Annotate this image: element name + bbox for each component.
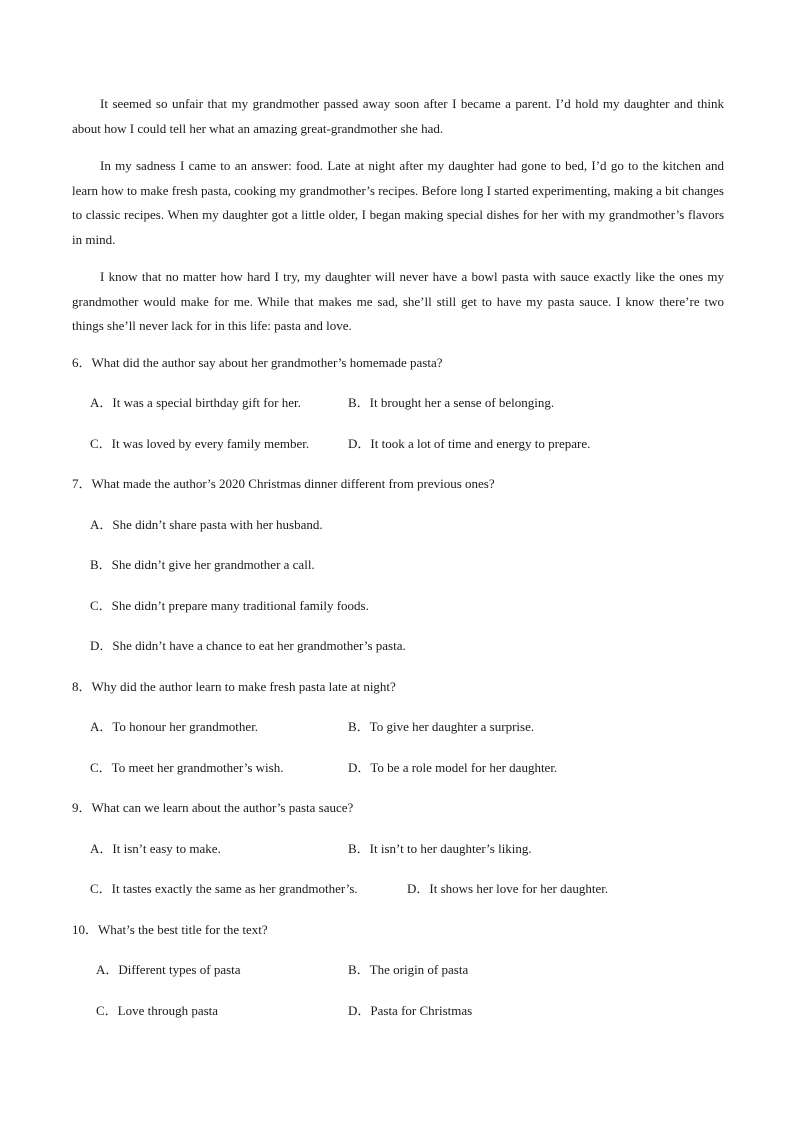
question-10 — [72, 920, 724, 1021]
question-6-options-row-2 — [72, 434, 724, 454]
question-10-options-row-1 — [72, 960, 724, 980]
passage-paragraph-2: In my sadness I came to an answer: food. Late at night after my daughter had gone to bed, I’d go to the kitchen and learn how to make fresh pasta, cooking my grandmother’s recipes. Before long I started experimenting, making a bit changes to classic recipes. When my daughter got a little older, I began making special dishes for her with my grandmother’s flavors in mind. — [72, 158, 724, 247]
question-7 — [72, 474, 724, 656]
question-7-option-b[interactable]: B．She didn’t give her grandmother a call. — [90, 557, 315, 572]
question-10-option-d[interactable]: D．Pasta for Christmas — [348, 1002, 473, 1018]
question-7-options-row-2 — [72, 555, 724, 575]
passage-paragraph-3: I know that no matter how hard I try, my daughter will never have a bowl pasta with sauce exactly like the ones my grandmother would make for me. While that makes me sad, she’ll still get to have my pasta sauce. I know there’re two things she’ll never lack for in this life: pasta and love. — [72, 269, 724, 333]
question-9-option-b[interactable]: B．It isn’t to her daughter’s liking. — [348, 840, 532, 856]
question-8-stem: 8．Why did the author learn to make fresh pasta late at night? — [72, 678, 396, 694]
question-9-options-row-1 — [72, 839, 724, 859]
question-7-options-row-3 — [72, 596, 724, 616]
question-7-options-row-4 — [72, 636, 724, 656]
question-8-option-d[interactable]: D．To be a role model for her daughter. — [348, 759, 558, 775]
question-8-options-row-1 — [72, 717, 724, 737]
question-10-option-c[interactable]: C．Love through pasta — [96, 1002, 219, 1018]
question-8-option-c[interactable]: C．To meet her grandmother’s wish. — [90, 759, 284, 775]
question-7-option-d[interactable]: D．She didn’t have a chance to eat her grandmother’s pasta. — [90, 638, 406, 653]
question-9-stem: 9．What can we learn about the author’s pasta sauce? — [72, 800, 354, 815]
question-6-option-d[interactable]: D．It took a lot of time and energy to prepare. — [348, 435, 591, 451]
question-8-option-a[interactable]: A．To honour her grandmother. — [90, 719, 259, 734]
question-8-option-b[interactable]: B．To give her daughter a surprise. — [348, 719, 535, 734]
question-6-option-a[interactable]: A．It was a special birthday gift for her. — [90, 395, 301, 410]
question-6-stem: 6．What did the author say about her grandmother’s homemade pasta? — [72, 354, 443, 370]
question-10-option-b[interactable]: B．The origin of pasta — [348, 962, 469, 977]
question-9-option-d[interactable]: D．It shows her love for her daughter. — [407, 881, 609, 896]
question-6 — [72, 353, 724, 454]
question-9-options-row-2 — [72, 879, 724, 899]
question-7-stem: 7．What made the author’s 2020 Christmas dinner different from previous ones? — [72, 476, 495, 491]
document-page — [72, 92, 724, 1021]
question-9-option-c[interactable]: C．It tastes exactly the same as her grandmother’s. — [90, 881, 358, 896]
question-7-option-c[interactable]: C．She didn’t prepare many traditional family foods. — [90, 597, 369, 613]
question-8 — [72, 677, 724, 778]
question-7-option-a[interactable]: A．She didn’t share pasta with her husband. — [90, 516, 323, 532]
question-6-option-c[interactable]: C．It was loved by every family member. — [90, 435, 310, 451]
question-10-options-row-2 — [72, 1001, 724, 1021]
question-10-stem: 10．What’s the best title for the text? — [72, 921, 268, 937]
question-9 — [72, 798, 724, 899]
passage-paragraph-1: It seemed so unfair that my grandmother passed away soon after I became a parent. I’d hold my daughter and think about how I could tell her what an amazing great-grandmother she had. — [72, 96, 724, 136]
question-7-options-row-1 — [72, 515, 724, 535]
question-6-options-row-1 — [72, 393, 724, 413]
question-8-options-row-2 — [72, 758, 724, 778]
question-10-option-a[interactable]: A．Different types of pasta — [96, 962, 241, 977]
question-6-option-b[interactable]: B．It brought her a sense of belonging. — [348, 395, 555, 410]
question-9-option-a[interactable]: A．It isn’t easy to make. — [90, 840, 221, 856]
